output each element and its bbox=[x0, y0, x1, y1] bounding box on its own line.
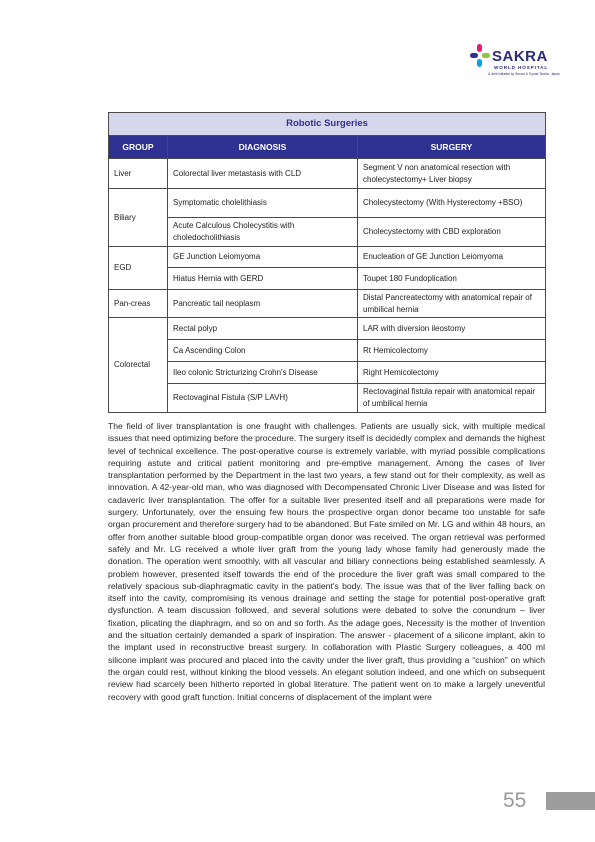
header-diagnosis: DIAGNOSIS bbox=[168, 136, 358, 159]
sakra-cross-icon bbox=[468, 42, 492, 72]
surgery-cell: Rt Hemicolectomy bbox=[358, 340, 546, 362]
table-row bbox=[109, 384, 546, 413]
sakra-logo bbox=[468, 40, 560, 80]
table-row bbox=[109, 318, 546, 340]
surgery-cell: Cholecystectomy with CBD exploration bbox=[358, 218, 546, 247]
diagnosis-cell: Ca Ascending Colon bbox=[168, 340, 358, 362]
surgery-cell: Toupet 180 Fundoplication bbox=[358, 268, 546, 290]
surgery-cell: Enucleation of GE Junction Leiomyoma bbox=[358, 247, 546, 268]
diagnosis-cell: GE Junction Leiomyoma bbox=[168, 247, 358, 268]
diagnosis-cell: Acute Calculous Cholecystitis with choledocholithiasis bbox=[168, 218, 358, 247]
diagnosis-cell: Colorectal liver metastasis with CLD bbox=[168, 159, 358, 189]
body-paragraph: The field of liver transplantation is one fraught with challenges. Patients are usually sick, with multiple medical issues that need optimizing before the procedure. The surgery itself is decidedly complex and demands the highest level of technical excellence. The post-operative course is extremely variable, with myriad possible complications requiring astute and critical patient monitoring and pre-emptive management. Among the cases of liver transplantation performed by the Department in the last two years, a few stand out for their complexity, as well as innovation. A 42-year-old man, who was diagnosed with Decompensated Chronic Liver Disease and was listed for cadaveric liver transplantation. The offer for a suitable liver presented itself and all preparations were made for surgery. Unfortunately, over the ensuing few hours the prospective organ donor became too unstable for safe organ procurement and therefore surgery had to be abandoned. But Fate smiled on Mr. LG and within 48 hours, an offer from another suitable blood group-compatible organ donor was received. The organ retrieval was performed safely and Mr. LG received a whole liver graft from the young lady whose family had generously made the donation. The operation went smoothly, with all vascular and biliary connections being established seamlessly. A problem however, presented itself towards the end of the procedure the liver graft was small compared to the relatively spacious sub-diaphragmatic cavity in the patient's body. The issue was that of the liver falling back on itself into the cavity, compromising its venous drainage and setting the stage for potential post-operative graft dysfunction. A team discussion followed, and several solutions were debated to solve the conundrum – liver fixation, plicating the diaphragm, and so on and so forth. As the adage goes, Necessity is the mother of Invention and the situation certainly demanded a spark of inspiration. The answer - placement of a silicone implant, akin to the implant used in reconstructive breast surgery. In collaboration with Plastic Surgery colleagues, a 400 ml silicone implant was procured and placed into the cavity under the liver graft, thus providing a “cushion” on which the organ could rest, without kinking the blood vessels. An elegant solution indeed, and one which on subsequent review had scarcely been hitherto reported in global literature. The patient went on to make a largely uneventful recovery with good graft function. Initial concerns of displacement of the implant were bbox=[108, 421, 545, 702]
surgery-cell: Rectovaginal fistula repair with anatomical repair of umbilical hernia bbox=[358, 384, 546, 413]
surgery-cell: LAR with diversion ileostomy bbox=[358, 318, 546, 340]
surgery-cell: Right Hemicolectomy bbox=[358, 362, 546, 384]
group-pancreas: Pan-creas bbox=[109, 290, 168, 318]
diagnosis-cell: Pancreatic tail neoplasm bbox=[168, 290, 358, 318]
table-title: Robotic Surgeries bbox=[109, 113, 546, 136]
header-surgery: SURGERY bbox=[358, 136, 546, 159]
surgery-cell: Distal Pancreatectomy with anatomical repair of umbilical hernia bbox=[358, 290, 546, 318]
header-group: GROUP bbox=[109, 136, 168, 159]
diagnosis-cell: Symptomatic cholelithiasis bbox=[168, 189, 358, 218]
group-liver: Liver bbox=[109, 159, 168, 189]
page-number-bar bbox=[546, 792, 595, 810]
table-row bbox=[109, 362, 546, 384]
surgery-cell: Segment V non anatomical resection with cholecystectomy+ Liver biopsy bbox=[358, 159, 546, 189]
table-row bbox=[109, 290, 546, 318]
robotic-surgeries-table bbox=[108, 112, 546, 413]
diagnosis-cell: Hiatus Hernia with GERD bbox=[168, 268, 358, 290]
table-row bbox=[109, 268, 546, 290]
group-colorectal: Colorectal bbox=[109, 318, 168, 413]
page-number: 55 bbox=[503, 789, 527, 812]
logo-name: SAKRA bbox=[492, 48, 548, 65]
diagnosis-cell: Rectovaginal Fistula (S/P LAVH) bbox=[168, 384, 358, 413]
table-row bbox=[109, 159, 546, 189]
diagnosis-cell: Ileo colonic Stricturizing Crohn's Disease bbox=[168, 362, 358, 384]
table-row bbox=[109, 189, 546, 218]
table-row bbox=[109, 340, 546, 362]
diagnosis-cell: Rectal polyp bbox=[168, 318, 358, 340]
group-biliary: Biliary bbox=[109, 189, 168, 247]
logo-tagline: A Joint initiative by Secom & Toyota Tsusho, Japan bbox=[488, 72, 560, 76]
table-row bbox=[109, 218, 546, 247]
table-row bbox=[109, 247, 546, 268]
logo-subtitle: WORLD HOSPITAL bbox=[494, 65, 549, 70]
group-egd: EGD bbox=[109, 247, 168, 290]
surgery-cell: Cholecystectomy (With Hysterectomy +BSO) bbox=[358, 189, 546, 218]
